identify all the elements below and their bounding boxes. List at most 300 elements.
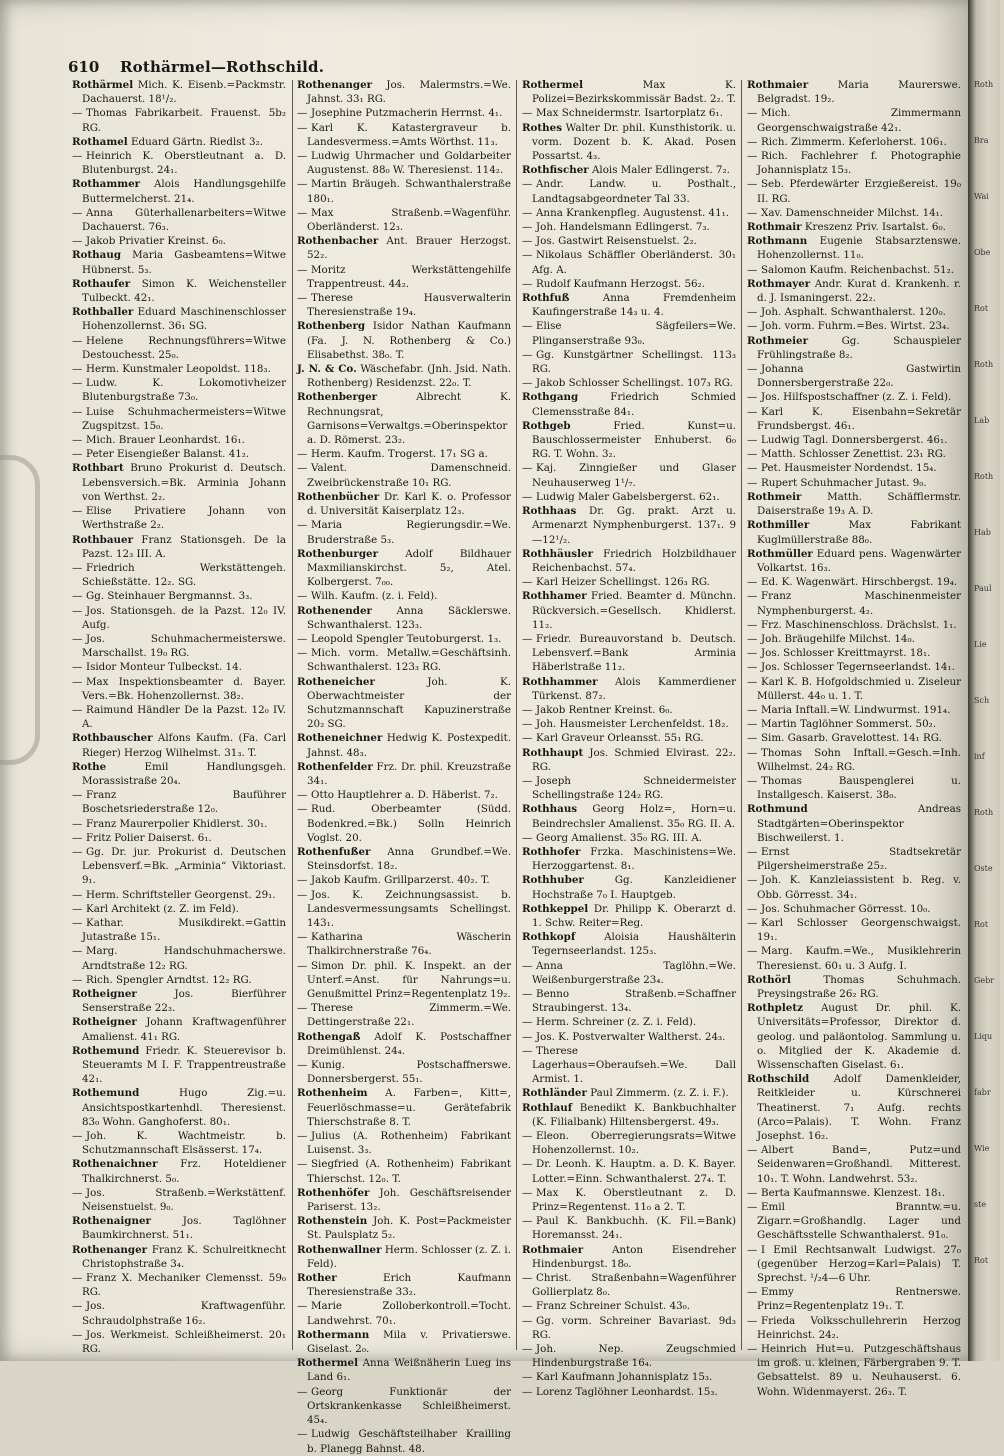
ditto-dash: — [72, 590, 83, 603]
directory-entry [72, 149, 286, 177]
entry-text: Rudolf Kaufmann Herzogst. 56₂. [536, 277, 705, 290]
directory-entry [747, 1001, 961, 1072]
directory-entry [747, 1243, 961, 1286]
directory-entry [72, 1086, 286, 1129]
directory-entry [522, 1086, 736, 1100]
directory-entry [522, 703, 736, 717]
entry-text: Salomon Kaufm. Reichenbachst. 51₂. [761, 263, 955, 276]
edge-text-fragment: Rot [974, 920, 989, 929]
surname: Rothenheim [297, 1087, 368, 1100]
directory-entry [522, 1271, 736, 1299]
entry-text: Frz. Maschinenschloss. Drächslst. 1₁. [761, 618, 957, 631]
ditto-dash: — [747, 150, 758, 163]
directory-entry [522, 1314, 736, 1342]
entry-text: Max Fabrikant Kuglmüllerstraße 88₀. [757, 519, 961, 546]
edge-text-fragment: fabr [974, 1088, 991, 1097]
entry-text: Nikolaus Schäffler Oberländerst. 30₁ Afg. A. [532, 249, 736, 276]
directory-entry [747, 447, 961, 461]
ditto-dash: — [72, 902, 83, 915]
edge-text-fragment: Rot [974, 1256, 989, 1265]
ditto-dash: — [522, 1030, 533, 1043]
entry-text: Martin Taglöhner Sommerst. 50₂. [761, 718, 937, 731]
ditto-dash: — [72, 831, 83, 844]
ditto-dash: — [747, 902, 758, 915]
ditto-dash: — [747, 661, 758, 674]
directory-entry [72, 277, 286, 305]
edge-text-fragment: Bra [974, 136, 989, 145]
directory-entry [522, 902, 736, 930]
ditto-dash: — [747, 576, 758, 589]
entry-text: Christ. Straßenbahn=Wagenführer Gollierplatz 8₀. [532, 1272, 736, 1299]
surname: Rother [297, 1272, 337, 1285]
directory-entry [522, 675, 736, 703]
directory-entry [522, 1157, 736, 1185]
ditto-dash: — [747, 462, 758, 475]
directory-entry [297, 390, 511, 447]
directory-entry [297, 149, 511, 177]
entry-text: Jos. K. Zeichnungsassist. b. Landesvermessungsamts Schellingst. 143₁. [307, 888, 511, 929]
entry-text: Alois Maler Edlingerst. 7₂. [591, 164, 730, 177]
ditto-dash: — [72, 405, 83, 418]
directory-entry [72, 362, 286, 376]
directory-entry [747, 646, 961, 660]
directory-entry [747, 547, 961, 575]
entry-text: Friedrich Werkstättengeh. Schießstätte. 12₂. SG. [82, 561, 286, 589]
directory-entry [522, 873, 736, 901]
ditto-dash: — [522, 221, 533, 234]
entry-text: Matth. Schäfflermstr. Daiserstraße 19₃ A. D. [757, 490, 961, 518]
directory-entry [72, 1214, 286, 1242]
surname: Rothenender [297, 604, 372, 617]
directory-entry [72, 760, 286, 788]
ditto-dash: — [297, 888, 308, 901]
surname: J. N. & Co. [297, 363, 357, 376]
entry-text: Joh. Handelsmann Edlingerst. 7₃. [536, 221, 710, 234]
entry-text: Otto Hauptlehrer a. D. Häberlst. 7₂. [311, 789, 498, 802]
directory-entry [297, 121, 511, 149]
directory-entry [747, 177, 961, 205]
surname: Rothenberg [297, 320, 366, 333]
surname: Rothenstein [297, 1215, 368, 1228]
ditto-dash: — [297, 178, 308, 191]
surname: Rothhammer [522, 675, 598, 688]
directory-entry [522, 1243, 736, 1271]
entry-text: Sim. Gasarb. Gravelottest. 14₁ RG. [761, 732, 942, 745]
entry-text: Friedrich Holzbildhauer Reichenbachst. 57₄. [532, 547, 736, 574]
ditto-dash: — [522, 831, 533, 844]
entry-text: Dr. Philipp K. Oberarzt d. 1. Schw. Reiter=Reg. [532, 902, 736, 929]
directory-entry [297, 604, 511, 632]
surname: Rothenaigner [72, 1215, 151, 1228]
entry-text: Johann Kraftwagenführer Amalienst. 41₁ RG. [82, 1016, 286, 1043]
entry-text: Fried. Beamter d. Münchn. Rückversich.=Gesellsch. Khidlerst. 11₂. [532, 590, 736, 631]
ditto-dash: — [72, 661, 83, 674]
directory-entry [297, 589, 511, 603]
surname: Rothmund [747, 803, 808, 816]
entry-text: Joh. Bräugehilfe Milchst. 14₀. [761, 632, 915, 645]
column-rule [516, 80, 517, 1350]
directory-entry [747, 774, 961, 802]
ditto-dash: — [297, 150, 308, 163]
entry-text: Eleon. Oberregierungsrats=Witwe Hohenzollernst. 10₂. [532, 1130, 736, 1157]
ditto-dash: — [297, 263, 308, 276]
entry-text: Benno Straßenb.=Schaffner Straubingerst. 13₄. [532, 988, 736, 1015]
entry-text: Anna Fremdenheim Kaufingerstraße 14₃ u. 4. [532, 292, 736, 319]
directory-entry [522, 348, 736, 376]
directory-entry [522, 930, 736, 958]
surname: Rothemund [72, 1044, 140, 1057]
entry-text: Andreas Stadtgärten=Oberinspektor Bischweilerst. 1. [757, 803, 961, 844]
edge-text-fragment: Paul [974, 584, 992, 593]
ditto-dash: — [747, 1343, 758, 1356]
entry-text: Max Inspektionsbeamter d. Bayer. Vers.=Bk. Hohenzollernst. 38₂. [82, 675, 286, 702]
surname: Rothballer [72, 306, 134, 319]
ditto-dash: — [72, 632, 83, 645]
entry-text: Gg. Kanzleidiener Hochstraße 7₀ I. Hauptgeb. [532, 874, 736, 901]
entry-text: Alois Handlungsgehilfe Buttermelcherst. 21₄. [82, 178, 286, 205]
ditto-dash: — [297, 1059, 308, 1072]
entry-text: Xav. Damenschneider Milchst. 14₁. [761, 206, 944, 219]
entry-text: Valent. Damenschneid. Zweibrückenstraße 10₁ RG. [307, 462, 511, 489]
entry-text: Peter Eisengießer Balanst. 41₂. [86, 448, 250, 461]
directory-entry [522, 376, 736, 390]
column-rule [292, 80, 293, 1350]
ditto-dash: — [297, 448, 308, 461]
directory-entry [297, 888, 511, 931]
surname: Rothaug [72, 249, 122, 262]
directory-entry [72, 405, 286, 433]
directory-entry [297, 675, 511, 732]
ditto-dash: — [297, 959, 308, 972]
directory-entry [297, 1086, 511, 1129]
surname: Rothländer [522, 1087, 587, 1100]
directory-entry [747, 149, 961, 177]
ditto-dash: — [522, 1215, 533, 1228]
directory-entry [522, 589, 736, 632]
ditto-dash: — [747, 675, 758, 688]
directory-entry [72, 1271, 286, 1299]
entry-text: Dr. Gg. prakt. Arzt u. Armenarzt Nymphenburgerst. 137₁. 9—12¹/₂. [532, 505, 736, 546]
directory-entry [297, 845, 511, 873]
entry-text: Mich. vorm. Metallw.=Geschäftsinh. Schwanthalerst. 123₃ RG. [307, 647, 511, 674]
surname: Rothermel [522, 79, 584, 91]
surname: Rothe [72, 760, 107, 773]
entry-text: Luise Schuhmachermeisters=Witwe Zugspitzst. 15₀. [82, 405, 286, 432]
ditto-dash: — [747, 1186, 758, 1199]
entry-text: Eugenie Stabsarztenswe. Hohenzollernst. 11₀. [757, 235, 961, 262]
directory-entry [72, 987, 286, 1015]
entry-text: Karl K. Eisenbahn=Sekretär Frundsbergst. 46₁. [757, 405, 961, 432]
directory-entry [747, 675, 961, 703]
directory-entry [522, 547, 736, 575]
entry-text: Max Straßenb.=Wagenführ. Oberländerst. 12₃. [307, 206, 511, 234]
entry-text: Wilh. Kaufm. (z. i. Feld). [311, 590, 438, 603]
ditto-dash: — [297, 1158, 308, 1171]
column-4 [747, 78, 962, 1398]
entry-text: Adolf K. Postschaffner Dreimühlenst. 24₄. [307, 1030, 511, 1057]
ditto-dash: — [72, 604, 83, 617]
page-number: 610 [68, 58, 100, 76]
entry-text: Friedrich Schmied Clemensstraße 84₁. [532, 391, 736, 418]
ditto-dash: — [522, 1343, 533, 1356]
ditto-dash: — [522, 1186, 533, 1199]
directory-entry [747, 476, 961, 490]
ditto-dash: — [522, 490, 533, 503]
directory-entry [522, 419, 736, 462]
surname: Rothenbacher [297, 235, 379, 248]
entry-text: Simon Dr. phil. K. Inspekt. an der Unterf.=Anst. für Nahrungs=u. Genußmittel Prinz=Regentenplatz 19₂. [307, 959, 511, 1000]
surname: Rothenanger [297, 79, 373, 91]
surname: Rothhaupt [522, 746, 584, 759]
entry-text: Dr. Leonh. K. Hauptm. a. D. K. Bayer. Lotter.=Einn. Schwanthalerst. 27₄. T. [532, 1158, 736, 1185]
surname: Rothenaichner [72, 1158, 158, 1171]
directory-entry [297, 930, 511, 958]
directory-entry [297, 1328, 511, 1356]
directory-entry [297, 518, 511, 546]
entry-text: Ed. K. Wagenwärt. Hirschbergst. 19₄. [761, 576, 958, 589]
entry-text: Anna Weißnäherin Lueg ins Land 6₁. [307, 1357, 511, 1384]
edge-text-fragment: ste [974, 1200, 987, 1209]
ditto-dash: — [72, 973, 83, 986]
entry-text: Pet. Hausmeister Nordendst. 15₄. [761, 462, 937, 475]
ditto-dash: — [747, 476, 758, 489]
surname: Rothärmel [72, 79, 134, 91]
edge-text-fragment: inf [974, 752, 985, 761]
column-1 [72, 78, 286, 1356]
ditto-dash: — [72, 675, 83, 688]
entry-text: Jos. Malermstrs.=We. Jahnst. 33₁ RG. [307, 79, 511, 106]
entry-text: Seb. Pferdewärter Erzgießereist. 19₀ II. RG. [757, 178, 961, 205]
entry-text: Helene Rechnungsführers=Witwe Destouchesst. 25₀. [82, 334, 286, 361]
entry-text: Anna Grundbef.=We. Steinsdorfst. 18₂. [307, 845, 511, 873]
ditto-dash: — [747, 590, 758, 603]
entry-text: Marg. Handschuhmacherswe. Arndtstraße 12₂ RG. [82, 945, 286, 972]
ditto-dash: — [72, 434, 83, 447]
directory-entry [72, 135, 286, 149]
entry-text: Matth. Schlosser Zenettist. 23₁ RG. [761, 448, 946, 461]
directory-entry [72, 831, 286, 845]
ditto-dash: — [72, 1130, 83, 1143]
entry-text: Fritz Polier Daiserst. 6₁. [86, 831, 212, 844]
surname: Rothammer [72, 178, 141, 191]
name-range-heading: Rothärmel—Rothschild. [120, 58, 325, 76]
directory-entry [297, 1129, 511, 1157]
surname: Rothemund [72, 1087, 140, 1100]
entry-text: Gg. vorm. Schreiner Bavariast. 9d₃ RG. [532, 1314, 736, 1341]
edge-text-fragment: Obe [974, 248, 991, 257]
ditto-dash: — [297, 632, 308, 645]
directory-entry [297, 1427, 511, 1455]
entry-text: Jos. Schlosser Tegernseerlandst. 14₁. [761, 661, 955, 674]
directory-entry [522, 234, 736, 248]
ditto-dash: — [522, 1016, 533, 1029]
directory-entry [72, 533, 286, 561]
ditto-dash: — [747, 1144, 758, 1157]
directory-entry [747, 433, 961, 447]
directory-entry [522, 1015, 736, 1029]
ditto-dash: — [522, 1314, 533, 1327]
directory-entry [522, 78, 736, 106]
entry-text: Joh. Geschäftsreisender Pariserst. 13₂. [307, 1186, 511, 1214]
directory-entry [747, 78, 961, 106]
surname: Rothes [522, 121, 563, 134]
surname: Rotheigner [72, 988, 137, 1000]
entry-text: Julius (A. Rothenheim) Fabrikant Luisenst. 3₃. [307, 1130, 511, 1157]
column-3 [522, 78, 737, 1398]
directory-entry [522, 717, 736, 731]
entry-text: Jos. Bierführer Senserstraße 22₃. [82, 988, 286, 1015]
entry-text: Jakob Schlosser Schellingst. 107₃ RG. [536, 377, 733, 390]
ditto-dash: — [747, 1243, 758, 1256]
entry-text: Gg. Schauspieler Frühlingstraße 8₂. [757, 334, 961, 361]
entry-text: Joh. K. Oberwachtmeister der Schutzmannschaft Kapuzinerstraße 20₂ SG. [307, 675, 511, 731]
entry-text: Ernst Stadtsekretär Pilgersheimerstraße 25₂. [757, 845, 961, 873]
entry-text: Emil Branntw.=u. Zigarr.=Großhandlg. Lager und Geschäftsstelle Schwanthalerst. 91₀. [757, 1201, 961, 1242]
directory-entry [747, 263, 961, 277]
column-rule [741, 80, 742, 1350]
entry-text: Ludwig Geschäftsteilhaber Krailling b. Planegg Bahnst. 48. [307, 1428, 511, 1455]
surname: Rothmeir [747, 490, 802, 503]
directory-entry [297, 1299, 511, 1327]
directory-entry [522, 277, 736, 291]
directory-entry [297, 731, 511, 759]
ditto-dash: — [747, 391, 758, 404]
entry-text: Adolf Damenkleider, Reitkleider u. Kürschnerei Theatinerst. 7₁ Aufg. rechts (Arco=Palais). T. Wohn. Franz Josephst. 16₂. [757, 1073, 961, 1143]
surname: Rothenhöfer [297, 1186, 370, 1199]
entry-text: Jos. Gastwirt Reisenstuelst. 2₂. [536, 235, 697, 248]
directory-entry [72, 1129, 286, 1157]
entry-text: Mich. K. Eisenb.=Packmstr. Dachauerst. 18¹/₂. [82, 79, 286, 106]
entry-text: Maria Maurerswe. Belgradst. 19₂. [757, 79, 961, 106]
entry-text: Friedr. K. Steuerevisor b. Steueramts M I. F. Trappentreustraße 42₁. [82, 1044, 286, 1086]
ditto-dash: — [522, 348, 533, 361]
directory-entry [297, 319, 511, 362]
entry-text: Siegfried (A. Rothenheim) Fabrikant Thierschst. 12₀. T. [307, 1158, 511, 1185]
directory-entry [297, 206, 511, 234]
directory-entry [522, 959, 736, 987]
directory-entry [747, 390, 961, 404]
ditto-dash: — [747, 434, 758, 447]
surname: Rothmaier [747, 79, 809, 91]
ditto-dash: — [297, 292, 308, 305]
directory-entry [522, 1370, 736, 1384]
directory-entry [72, 334, 286, 362]
entry-text: Therese Hausverwalterin Theresienstraße 19₄. [307, 292, 511, 319]
directory-entry [522, 1129, 736, 1157]
directory-entry [72, 78, 286, 106]
surname: Rothfischer [522, 164, 589, 177]
ditto-dash: — [747, 647, 758, 660]
directory-entry [522, 1101, 736, 1129]
surname: Rothermann [297, 1328, 370, 1341]
entry-text: Georg Amalienst. 35₀ RG. III. A. [536, 831, 703, 844]
entry-text: Jos. Taglöhner Baumkirchnerst. 51₁. [82, 1215, 286, 1242]
entry-text: Karl Heizer Schellingst. 126₃ RG. [536, 576, 710, 589]
directory-entry [297, 1157, 511, 1185]
ditto-dash: — [747, 363, 758, 376]
ditto-dash: — [747, 306, 758, 319]
surname: Rothmair [747, 221, 802, 234]
surname: Rothmeier [747, 334, 809, 347]
ditto-dash: — [747, 1201, 758, 1214]
entry-text: Franz Stationsgeh. De la Pazst. 12₃ III. A. [82, 533, 286, 560]
entry-text: Joh. Asphalt. Schwanthalerst. 120₀. [761, 306, 946, 319]
entry-text: Eduard Maschinenschlosser Hohenzollernst. 36₁ SG. [82, 306, 286, 333]
ditto-dash: — [747, 718, 758, 731]
directory-entry [72, 1157, 286, 1185]
directory-entry [72, 845, 286, 888]
ditto-dash: — [297, 1130, 308, 1143]
entry-text: Frzka. Maschinistens=We. Herzoggartenst. 8₁. [532, 845, 736, 873]
entry-text: Albert Band=, Putz=und Seidenwaren=Großhandl. Mitterest. 10₁. T. Wohn. Landwehrst. 53₂. [757, 1144, 961, 1185]
directory-entry [72, 1186, 286, 1214]
entry-text: August Dr. phil. K. Universitäts=Professor, Direktor d. geolog. und paläontolog. Sammlung u. o. Mitglied der K. Akademie d. Wissenschaften Giselast. 6₁. [757, 1002, 961, 1072]
ditto-dash: — [72, 505, 83, 518]
directory-entry [747, 206, 961, 220]
entry-text: Paul K. Bankbuchh. (K. Fil.=Bank) Horemansst. 24₁. [532, 1215, 736, 1242]
entry-text: Dr. Karl K. o. Professor d. Universität Kaiserplatz 12₃. [307, 490, 511, 518]
ditto-dash: — [522, 959, 533, 972]
surname: Rothgang [522, 391, 579, 404]
directory-entry [522, 461, 736, 489]
surname: Rothschild [747, 1073, 810, 1086]
entry-text: Alfons Kaufm. (Fa. Carl Rieger) Herzog Wilhelmst. 31₃. T. [82, 732, 286, 759]
entry-text: Alois Kammerdiener Türkenst. 87₂. [532, 675, 736, 702]
ditto-dash: — [297, 931, 308, 944]
ditto-dash: — [297, 107, 308, 120]
directory-entry [72, 248, 286, 276]
surname: Rothkeppel [522, 902, 589, 915]
entry-text: Albrecht K. Rechnungsrat, Garnisons=Verwaltgs.=Oberinspektor a. D. Römerst. 23₂. [307, 391, 511, 447]
directory-entry [72, 1328, 286, 1356]
ditto-dash: — [747, 732, 758, 745]
surname: Rothmüller [747, 547, 813, 560]
directory-entry [72, 376, 286, 404]
entry-text: Ludwig Maler Gabelsbergerst. 62₁. [536, 490, 720, 503]
directory-entry [297, 447, 511, 461]
directory-entry [522, 1214, 736, 1242]
surname: Rothenfußer [297, 845, 371, 858]
ditto-dash: — [522, 1044, 533, 1057]
ditto-dash: — [522, 1158, 533, 1171]
entry-text: Simon K. Weichensteller Tulbeckt. 42₁. [82, 277, 286, 305]
ditto-dash: — [297, 206, 308, 219]
directory-entry [747, 1285, 961, 1313]
entry-text: Gg. Kunstgärtner Schellingst. 113₃ RG. [532, 348, 736, 376]
directory-entry [747, 902, 961, 916]
entry-text: Rich. Spengler Arndtst. 12₂ RG. [86, 973, 252, 986]
surname: Rothpletz [747, 1002, 803, 1015]
directory-entry [747, 1186, 961, 1200]
entry-text: Hugo Zig.=u. Ansichtspostkartenhdl. Theresienst. 83₀ Wohn. Ganghoferst. 80₁. [82, 1087, 286, 1128]
ditto-dash: — [522, 718, 533, 731]
directory-entry [747, 1314, 961, 1342]
entry-text: Max Schneidermstr. Isartorplatz 6₁. [536, 107, 723, 120]
directory-entry [522, 177, 736, 205]
ditto-dash: — [747, 135, 758, 148]
directory-entry [72, 1243, 286, 1271]
entry-text: Jos. Hilfspostschaffner (z. Z. i. Feld). [761, 391, 952, 404]
ditto-dash: — [747, 107, 758, 120]
directory-entry [747, 106, 961, 134]
ditto-dash: — [72, 845, 83, 858]
directory-entry [522, 1342, 736, 1370]
directory-entry [72, 604, 286, 632]
surname: Rothmaier [522, 1243, 584, 1256]
surname: Rothengaß [297, 1030, 361, 1043]
entry-text: Joh. K. Post=Packmeister St. Paulsplatz 5₂. [307, 1215, 511, 1242]
directory-entry [522, 390, 736, 418]
